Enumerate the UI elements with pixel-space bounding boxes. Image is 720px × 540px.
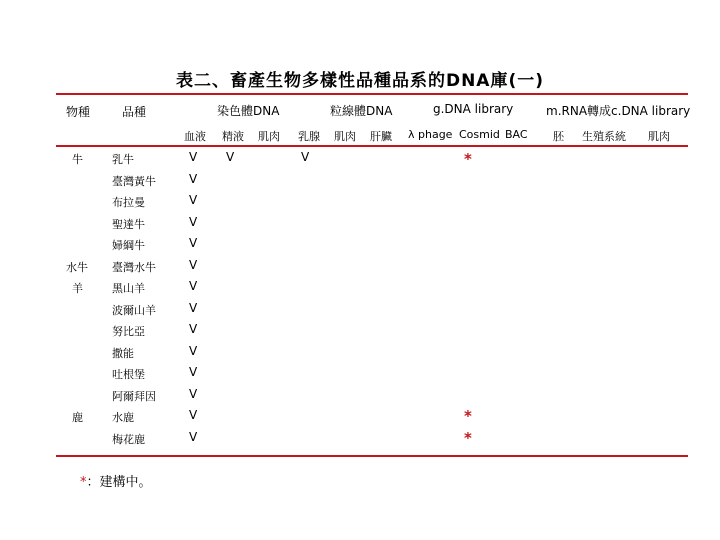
check-mark: V xyxy=(189,344,198,358)
bottom-rule xyxy=(56,455,688,457)
subheader-cosmid: Cosmid xyxy=(459,128,500,141)
check-mark: V xyxy=(189,258,198,272)
asterisk-mark: * xyxy=(464,407,472,425)
subheader-reproductive: 生殖系統 xyxy=(582,130,626,143)
header-mitochondrial-dna: 粒線體DNA xyxy=(330,104,393,118)
check-mark: V xyxy=(189,236,198,250)
subheader-blood: 血液 xyxy=(184,130,206,143)
breed-label: 水鹿 xyxy=(112,411,134,424)
header-gdna-library: g.DNA library xyxy=(433,102,514,116)
check-mark: V xyxy=(189,322,198,336)
asterisk-mark: * xyxy=(464,429,472,447)
header-breed: 品種 xyxy=(122,105,147,119)
breed-label: 吐根堡 xyxy=(112,368,145,381)
check-mark: V xyxy=(189,365,198,379)
top-rule xyxy=(56,93,688,95)
breed-label: 波爾山羊 xyxy=(112,304,156,317)
breed-label: 撒能 xyxy=(112,347,134,360)
species-label: 牛 xyxy=(72,153,83,166)
check-mark: V xyxy=(189,193,198,207)
breed-label: 臺灣黃牛 xyxy=(112,175,156,188)
breed-label: 布拉曼 xyxy=(112,196,145,209)
species-label: 羊 xyxy=(72,282,83,295)
subheader-lambda-phage: λ phage xyxy=(408,128,453,141)
check-mark: V xyxy=(189,301,198,315)
check-mark: V xyxy=(189,172,198,186)
species-label: 鹿 xyxy=(72,411,83,424)
check-mark: V xyxy=(189,408,198,422)
breed-label: 黑山羊 xyxy=(112,282,145,295)
subheader-bac: BAC xyxy=(505,128,528,141)
footnote-text: *：建構中。 xyxy=(80,475,152,490)
breed-label: 聖達牛 xyxy=(112,218,145,231)
check-mark: V xyxy=(226,150,235,164)
subheader-liver: 肝臟 xyxy=(370,130,392,143)
breed-label: 臺灣水牛 xyxy=(112,261,156,274)
subheader-mito-muscle: 肌肉 xyxy=(334,130,356,143)
subheader-embryo: 胚 xyxy=(553,130,564,143)
breed-label: 努比亞 xyxy=(112,325,145,338)
header-mrna-library: m.RNA轉成c.DNA library xyxy=(546,104,691,118)
header-chromosomal-dna: 染色體DNA xyxy=(217,104,280,118)
breed-label: 梅花鹿 xyxy=(112,433,145,446)
breed-label: 阿爾拜因 xyxy=(112,390,156,403)
header-species: 物種 xyxy=(66,105,91,119)
species-label: 水牛 xyxy=(66,261,88,274)
check-mark: V xyxy=(189,430,198,444)
check-mark: V xyxy=(301,150,310,164)
footnote xyxy=(80,471,152,490)
check-mark: V xyxy=(189,279,198,293)
subheader-cdna-muscle: 肌肉 xyxy=(648,130,670,143)
subheader-semen: 精液 xyxy=(222,130,244,143)
check-mark: V xyxy=(189,150,198,164)
header-rule xyxy=(56,145,688,147)
footnote-asterisk: * xyxy=(80,475,87,490)
check-mark: V xyxy=(189,215,198,229)
subheader-mammary: 乳腺 xyxy=(298,130,320,143)
table-title: 表二、畜產生物多樣性品種品系的DNA庫(一) xyxy=(175,71,545,91)
subheader-muscle: 肌肉 xyxy=(258,130,280,143)
breed-label: 婦綱牛 xyxy=(112,239,145,252)
check-mark: V xyxy=(189,387,198,401)
breed-label: 乳牛 xyxy=(112,153,134,166)
asterisk-mark: * xyxy=(464,150,472,168)
